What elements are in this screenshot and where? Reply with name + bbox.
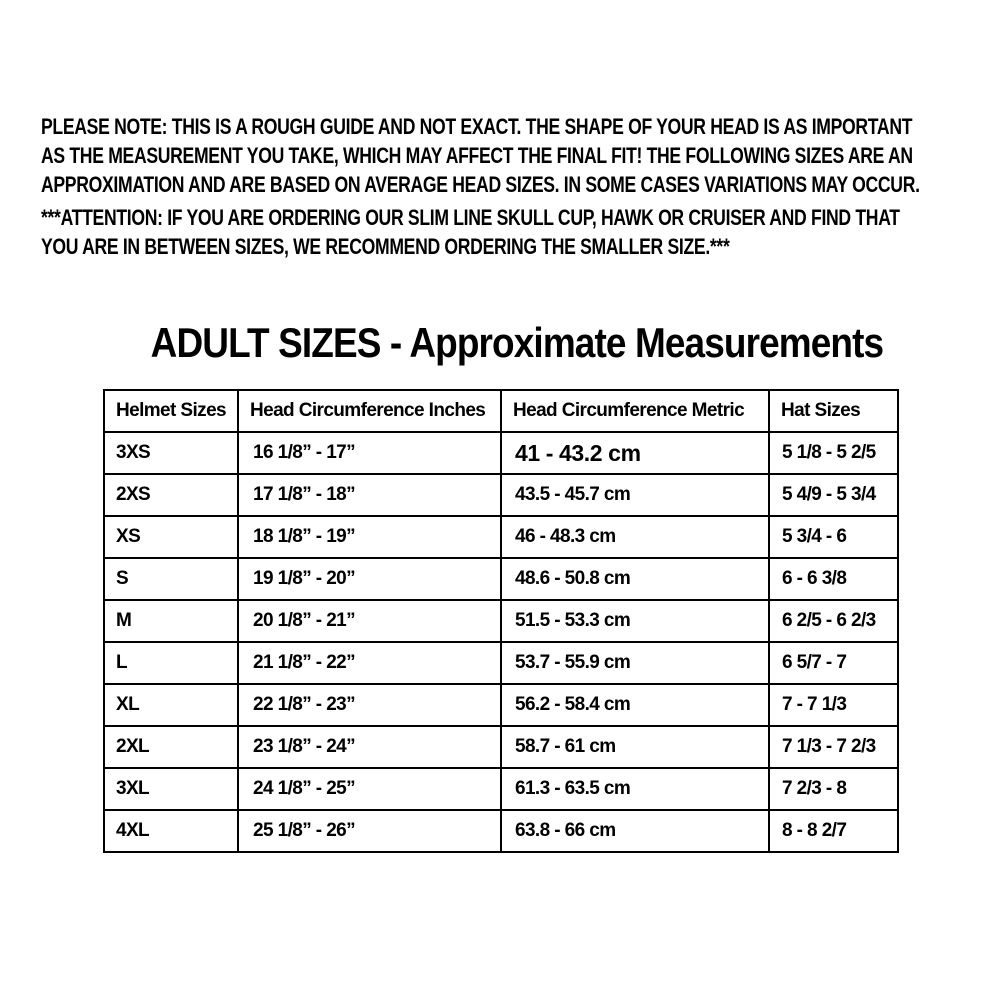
size-table <box>103 389 899 853</box>
cell-circumference-inches: 20 1/8” - 21” <box>238 600 501 642</box>
table-row <box>104 432 898 474</box>
cell-hat-size: 5 1/8 - 5 2/5 <box>769 432 898 474</box>
table-row <box>104 474 898 516</box>
cell-circumference-inches: 21 1/8” - 22” <box>238 642 501 684</box>
attention-paragraph <box>41 203 1000 261</box>
cell-hat-size: 7 2/3 - 8 <box>769 768 898 810</box>
attention-line: ***ATTENTION: IF YOU ARE ORDERING OUR SLIM LINE SKULL CUP, HAWK OR CRUISER AND FIND THAT <box>41 205 900 230</box>
header-hat-sizes: Hat Sizes <box>769 390 898 432</box>
table-row <box>104 684 898 726</box>
attention-line: YOU ARE IN BETWEEN SIZES, WE RECOMMEND ORDERING THE SMALLER SIZE.*** <box>41 234 730 259</box>
note-paragraph <box>41 112 1000 199</box>
cell-hat-size: 7 - 7 1/3 <box>769 684 898 726</box>
cell-hat-size: 6 - 6 3/8 <box>769 558 898 600</box>
cell-circumference-metric: 53.7 - 55.9 cm <box>501 642 769 684</box>
cell-helmet-size: XS <box>104 516 238 558</box>
cell-circumference-metric: 63.8 - 66 cm <box>501 810 769 852</box>
cell-circumference-inches: 17 1/8” - 18” <box>238 474 501 516</box>
cell-helmet-size: S <box>104 558 238 600</box>
note-line: APPROXIMATION AND ARE BASED ON AVERAGE HEAD SIZES. IN SOME CASES VARIATIONS MAY OCCUR. <box>41 172 920 197</box>
cell-circumference-inches: 24 1/8” - 25” <box>238 768 501 810</box>
table-row <box>104 768 898 810</box>
cell-helmet-size: 4XL <box>104 810 238 852</box>
cell-hat-size: 5 3/4 - 6 <box>769 516 898 558</box>
cell-helmet-size: 3XL <box>104 768 238 810</box>
header-helmet-sizes: Helmet Sizes <box>104 390 238 432</box>
cell-circumference-metric: 41 - 43.2 cm <box>501 432 769 474</box>
cell-helmet-size: 3XS <box>104 432 238 474</box>
cell-circumference-metric: 58.7 - 61 cm <box>501 726 769 768</box>
cell-circumference-inches: 23 1/8” - 24” <box>238 726 501 768</box>
table-row <box>104 558 898 600</box>
cell-circumference-inches: 25 1/8” - 26” <box>238 810 501 852</box>
note-line: PLEASE NOTE: THIS IS A ROUGH GUIDE AND NOT EXACT. THE SHAPE OF YOUR HEAD IS AS IMPORTANT <box>41 114 913 139</box>
cell-circumference-metric: 48.6 - 50.8 cm <box>501 558 769 600</box>
table-row <box>104 516 898 558</box>
table-row <box>104 600 898 642</box>
table-row <box>104 810 898 852</box>
note-line: AS THE MEASUREMENT YOU TAKE, WHICH MAY AFFECT THE FINAL FIT! THE FOLLOWING SIZES ARE AN <box>41 143 913 168</box>
header-circumference-inches: Head Circumference Inches <box>238 390 501 432</box>
cell-hat-size: 5 4/9 - 5 3/4 <box>769 474 898 516</box>
cell-helmet-size: 2XL <box>104 726 238 768</box>
cell-circumference-metric: 61.3 - 63.5 cm <box>501 768 769 810</box>
cell-hat-size: 6 5/7 - 7 <box>769 642 898 684</box>
cell-circumference-metric: 46 - 48.3 cm <box>501 516 769 558</box>
header-circumference-metric: Head Circumference Metric <box>501 390 769 432</box>
cell-hat-size: 7 1/3 - 7 2/3 <box>769 726 898 768</box>
cell-helmet-size: M <box>104 600 238 642</box>
page-title: ADULT SIZES - Approximate Measurements <box>150 319 884 366</box>
table-row <box>104 726 898 768</box>
cell-hat-size: 8 - 8 2/7 <box>769 810 898 852</box>
cell-circumference-metric: 43.5 - 45.7 cm <box>501 474 769 516</box>
cell-circumference-inches: 19 1/8” - 20” <box>238 558 501 600</box>
table-header-row <box>104 390 898 432</box>
cell-circumference-inches: 18 1/8” - 19” <box>238 516 501 558</box>
cell-circumference-metric: 51.5 - 53.3 cm <box>501 600 769 642</box>
cell-circumference-inches: 22 1/8” - 23” <box>238 684 501 726</box>
table-row <box>104 642 898 684</box>
cell-circumference-metric: 56.2 - 58.4 cm <box>501 684 769 726</box>
cell-helmet-size: L <box>104 642 238 684</box>
cell-helmet-size: XL <box>104 684 238 726</box>
cell-hat-size: 6 2/5 - 6 2/3 <box>769 600 898 642</box>
cell-helmet-size: 2XS <box>104 474 238 516</box>
cell-circumference-inches: 16 1/8” - 17” <box>238 432 501 474</box>
